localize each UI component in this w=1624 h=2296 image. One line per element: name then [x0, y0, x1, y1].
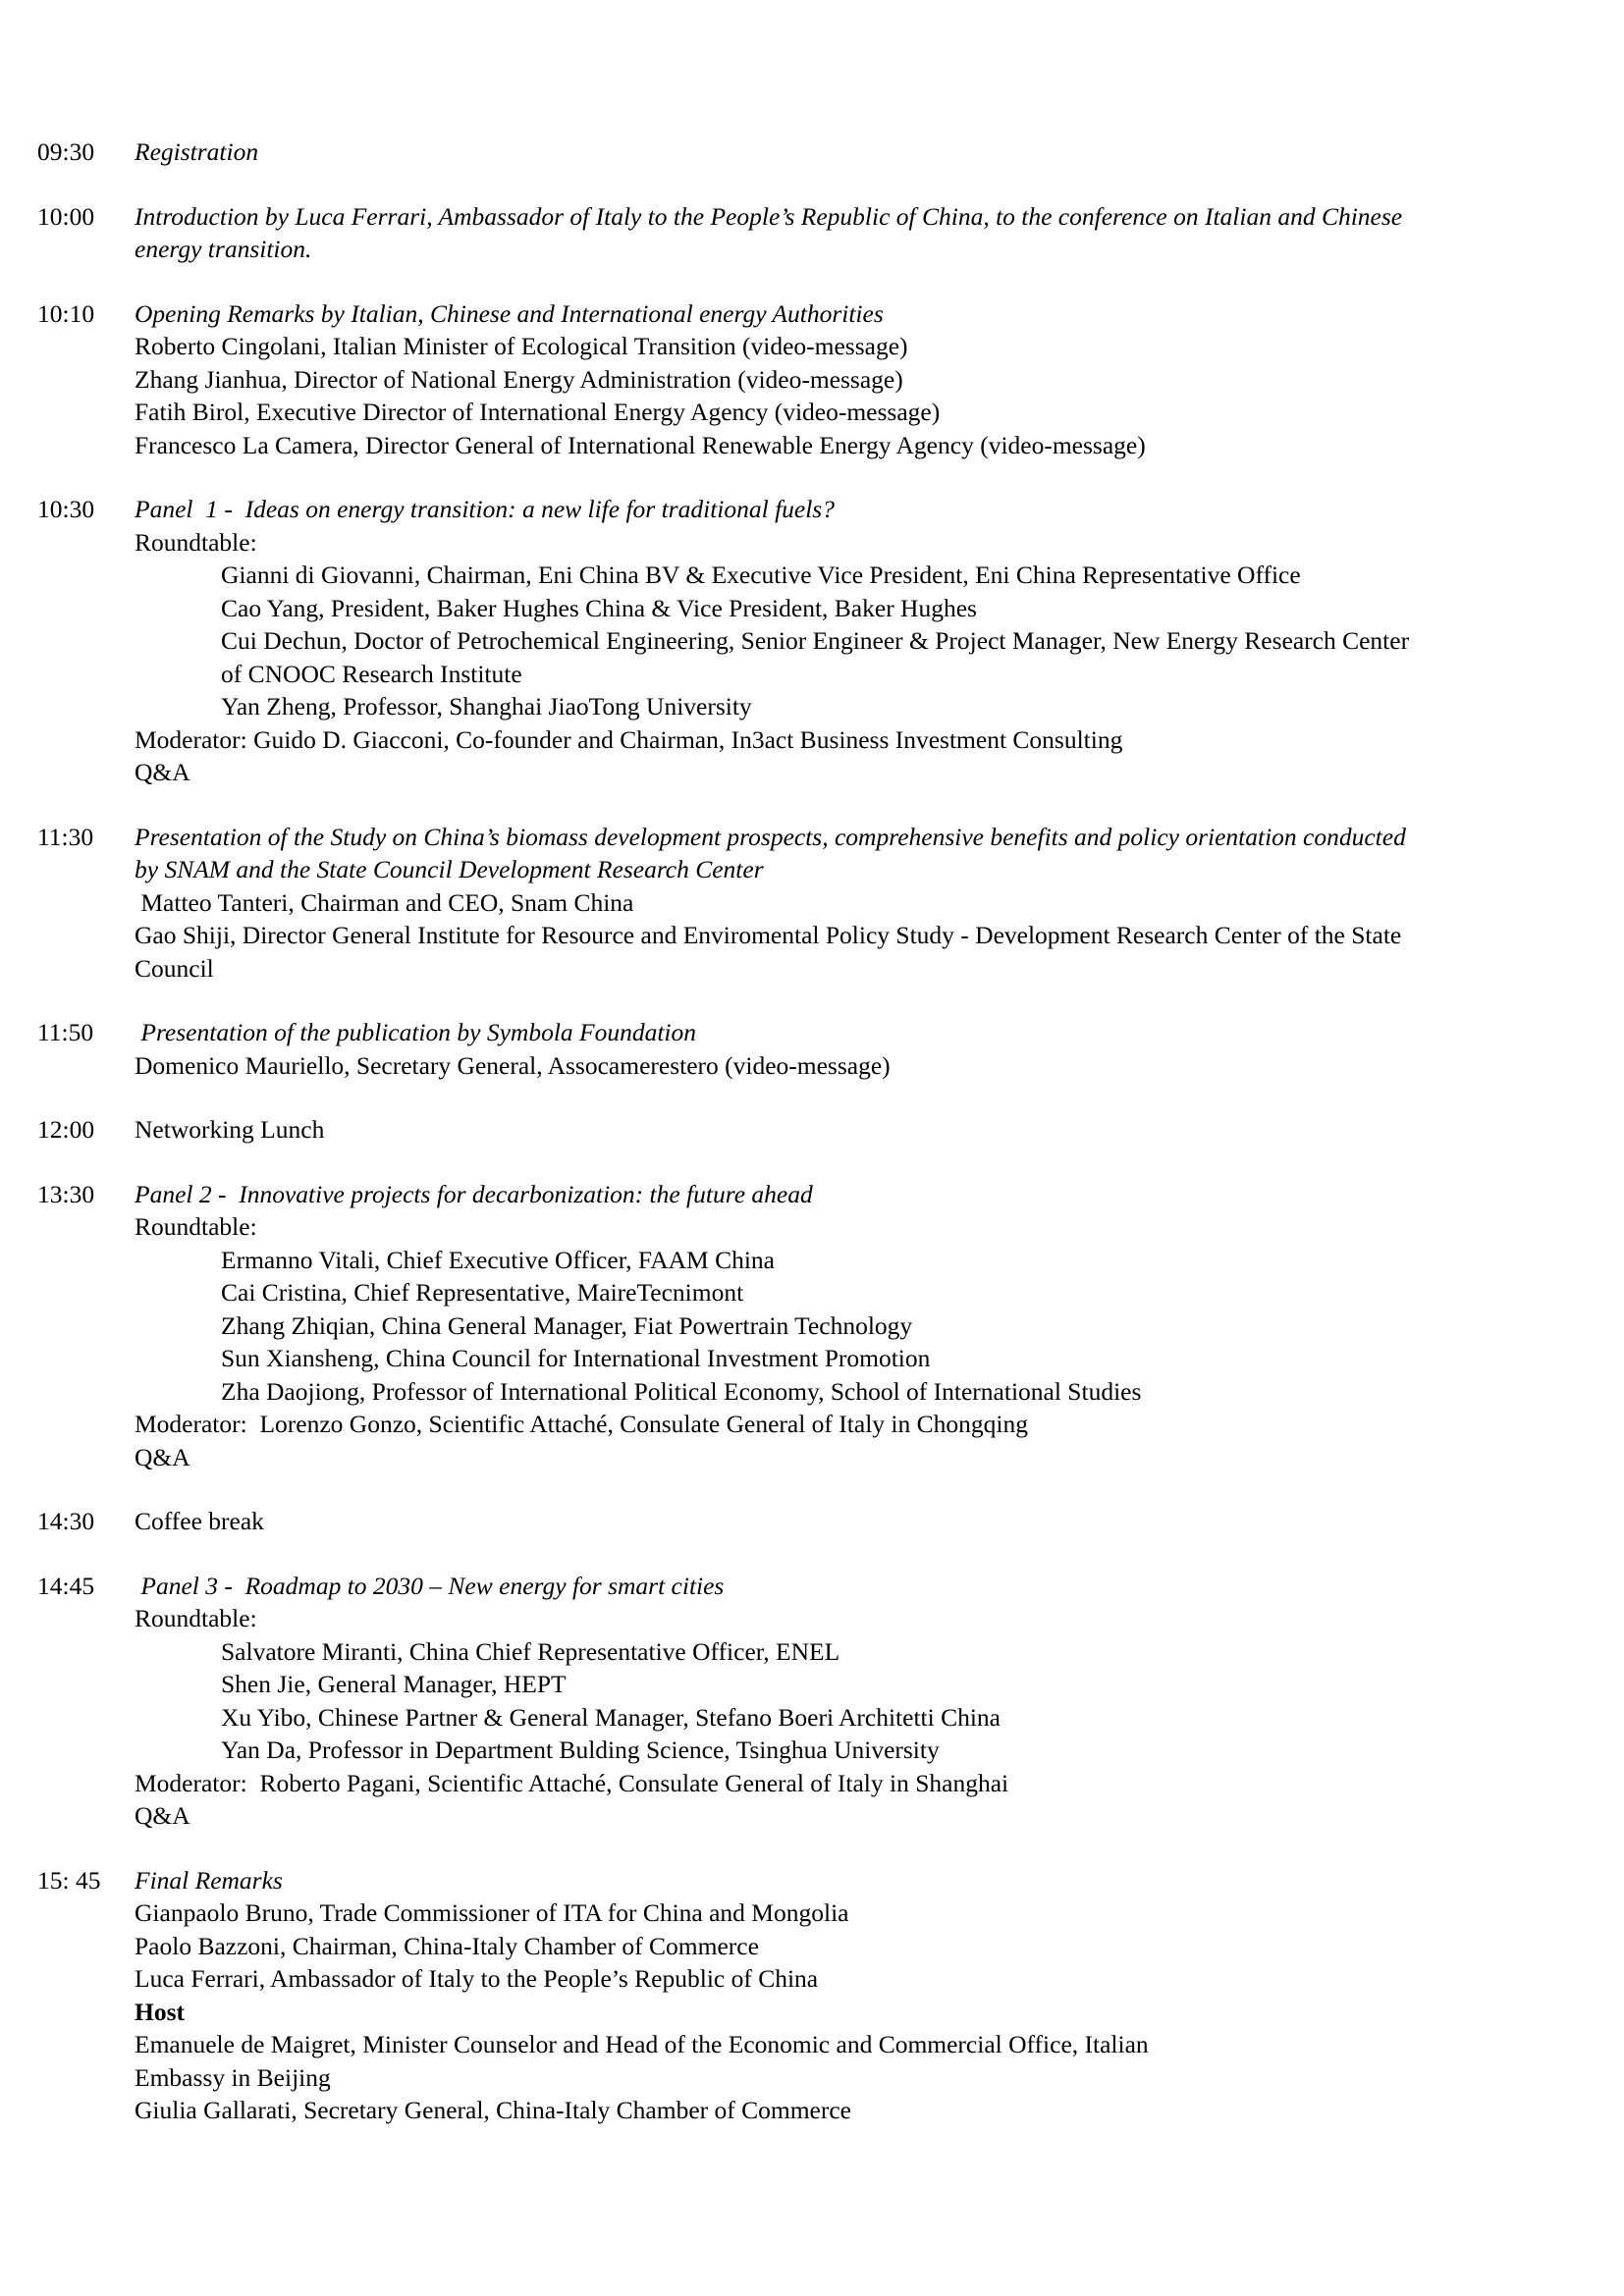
agenda-line: Shen Jie, General Manager, HEPT: [221, 1670, 567, 1698]
agenda-line: Sun Xiansheng, China Council for International Investment Promotion: [221, 1344, 931, 1372]
agenda-line: Moderator: Guido D. Giacconi, Co-founder and Chairman, In3act Business Investment Consulting: [135, 724, 1123, 754]
agenda-line: Coffee break: [135, 1507, 264, 1535]
agenda-item: [37, 1505, 1618, 1538]
agenda-item-content: [135, 1016, 1617, 1082]
agenda-line: Moderator: Roberto Pagani, Scientific Attaché, Consulate General of Italy in Shanghai: [135, 1768, 1009, 1797]
agenda-line: Roundtable:: [135, 527, 257, 557]
agenda-line: Paolo Bazzoni, Chairman, China-Italy Chamber of Commerce: [135, 1931, 759, 1960]
agenda-line: Francesco La Camera, Director General of International Renewable Energy Agency (video-message): [135, 430, 1146, 459]
agenda-line: Panel 3 - Roadmap to 2030 – New energy for smart cities: [135, 1571, 725, 1600]
agenda-item-content: [135, 200, 1617, 266]
agenda-line: Cai Cristina, Chief Representative, MaireTecnimont: [221, 1278, 744, 1307]
agenda-line: Q&A: [135, 1442, 190, 1471]
agenda-line: by SNAM and the State Council Development Research Center: [135, 855, 764, 883]
agenda-line: Q&A: [135, 1801, 190, 1830]
agenda-line: Opening Remarks by Italian, Chinese and International energy Authorities: [135, 298, 884, 328]
agenda-line: Zhang Jianhua, Director of National Energy Administration (video-message): [135, 364, 903, 394]
agenda-line: Registration: [135, 137, 259, 166]
agenda-time: 14:30: [37, 1507, 95, 1535]
agenda-item-content: [135, 135, 1617, 169]
agenda-item-content: [135, 1570, 1617, 1833]
agenda-line: Luca Ferrari, Ambassador of Italy to the People’s Republic of China: [135, 1964, 819, 1993]
agenda-time: 15: 45: [37, 1865, 101, 1895]
agenda-time: 13:30: [37, 1179, 95, 1208]
agenda-line: Introduction by Luca Ferrari, Ambassador of Italy to the People’s Republic of China, to the conference on Italian and Chinese: [135, 201, 1403, 231]
agenda-line: Gao Shiji, Director General Institute for Resource and Enviromental Policy Study - Development Research Center of the State: [135, 921, 1402, 949]
agenda-line: Final Remarks: [135, 1865, 283, 1895]
agenda-line: Matteo Tanteri, Chairman and CEO, Snam China: [135, 887, 634, 917]
agenda-line: Fatih Birol, Executive Director of International Energy Agency (video-message): [135, 398, 941, 426]
agenda-time: 12:00: [37, 1115, 95, 1144]
agenda-item: [37, 1178, 1618, 1474]
agenda-item: [37, 135, 1618, 169]
agenda-line: Gianni di Giovanni, Chairman, Eni China BV & Executive Vice President, Eni China Representative Office: [221, 561, 1301, 589]
agenda-item-content: [135, 1178, 1617, 1474]
agenda-line: Networking Lunch: [135, 1115, 325, 1144]
agenda-time: 11:50: [37, 1018, 94, 1046]
agenda-line: Emanuele de Maigret, Minister Counselor and Head of the Economic and Commercial Office, Italian: [135, 2030, 1149, 2058]
agenda-time: 11:30: [37, 822, 94, 851]
agenda-item-content: [135, 821, 1617, 986]
agenda-line: Panel 1 - Ideas on energy transition: a new life for traditional fuels?: [135, 495, 835, 523]
agenda-line: Salvatore Miranti, China Chief Representative Officer, ENEL: [221, 1636, 840, 1666]
agenda-line: Moderator: Lorenzo Gonzo, Scientific Attaché, Consulate General of Italy in Chongqing: [135, 1410, 1028, 1438]
agenda-line: Ermanno Vitali, Chief Executive Officer, FAAM China: [221, 1245, 775, 1274]
agenda-item-content: [135, 297, 1617, 462]
agenda-time: 10:00: [37, 201, 95, 231]
agenda-line: Cui Dechun, Doctor of Petrochemical Engineering, Senior Engineer & Project Manager, New Energy Research Center: [221, 626, 1410, 655]
agenda-time: 10:10: [37, 298, 95, 328]
agenda-time: 09:30: [37, 137, 95, 166]
agenda-line: Xu Yibo, Chinese Partner & General Manager, Stefano Boeri Architetti China: [221, 1702, 1001, 1732]
agenda-item-content: [135, 1113, 1617, 1147]
agenda-line: Roundtable:: [135, 1212, 257, 1241]
agenda-item: [37, 1570, 1618, 1833]
agenda-item: [37, 1864, 1618, 2127]
agenda-line: Roundtable:: [135, 1604, 257, 1632]
agenda-item: [37, 1113, 1618, 1147]
agenda-line: Embassy in Beijing: [135, 2062, 331, 2092]
agenda-line: Yan Da, Professor in Department Bulding Science, Tsinghua University: [221, 1735, 940, 1764]
agenda-time: 14:45: [37, 1571, 95, 1600]
agenda-item: [37, 821, 1618, 986]
agenda-item: [37, 200, 1618, 266]
agenda-item-content: [135, 1505, 1617, 1538]
agenda-list: [37, 135, 1618, 2159]
agenda-line: Presentation of the publication by Symbola Foundation: [135, 1018, 697, 1046]
agenda-line: Presentation of the Study on China’s biomass development prospects, comprehensive benefits and policy orientation conducted: [135, 822, 1406, 851]
agenda-line: Q&A: [135, 758, 190, 786]
agenda-item: [37, 493, 1618, 789]
agenda-line: Council: [135, 953, 214, 983]
agenda-line: Gianpaolo Bruno, Trade Commissioner of ITA for China and Mongolia: [135, 1898, 849, 1927]
agenda-line: Panel 2 - Innovative projects for decarbonization: the future ahead: [135, 1179, 813, 1208]
agenda-line: Domenico Mauriello, Secretary General, Assocamerestero (video-message): [135, 1050, 891, 1080]
agenda-line: Yan Zheng, Professor, Shanghai JiaoTong University: [221, 692, 752, 721]
agenda-line: Zhang Zhiqian, China General Manager, Fiat Powertrain Technology: [221, 1310, 913, 1340]
agenda-line: Host: [135, 1997, 185, 2026]
agenda-line: Cao Yang, President, Baker Hughes China & Vice President, Baker Hughes: [221, 593, 977, 622]
agenda-line: Giulia Gallarati, Secretary General, China-Italy Chamber of Commerce: [135, 2096, 851, 2124]
agenda-item: [37, 297, 1618, 462]
agenda-line: energy transition.: [135, 235, 312, 263]
agenda-line: Roberto Cingolani, Italian Minister of Ecological Transition (video-message): [135, 332, 908, 360]
agenda-item: [37, 1016, 1618, 1082]
agenda-item-content: [135, 1864, 1617, 2127]
agenda-line: Zha Daojiong, Professor of International Political Economy, School of International Studies: [221, 1376, 1142, 1406]
agenda-line: of CNOOC Research Institute: [221, 659, 522, 688]
agenda-item-content: [135, 493, 1617, 789]
agenda-time: 10:30: [37, 495, 95, 523]
